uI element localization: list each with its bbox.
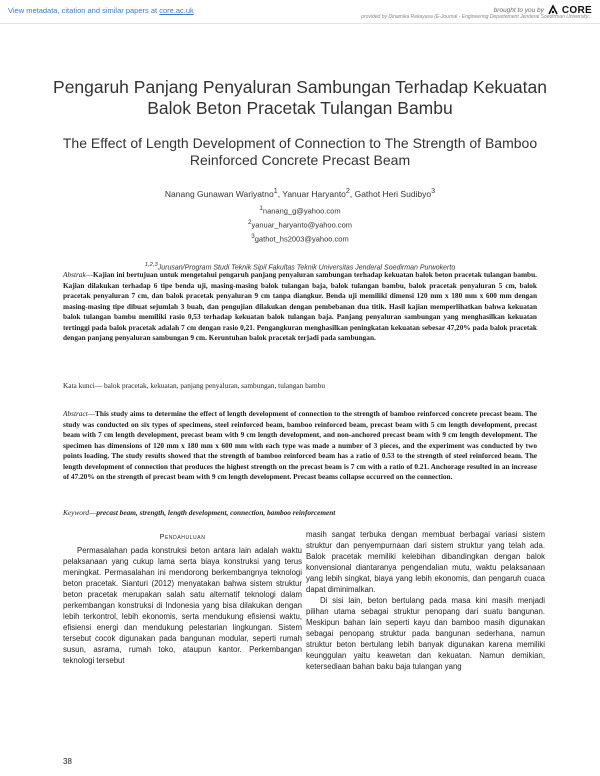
abstract-label: Abstract: [63, 409, 88, 418]
email-sup: 3: [251, 233, 255, 240]
abstrak-text: Kajian ini bertujuan untuk mengetahui pengaruh panjang penyaluran sambungan terhadap kekuatan balok beton pracetak tulangan bambu. Kajian dilakukan terhadap 6 tipe benda uji, masing-masing balok tulangan baja, balok tulangan bambu, balok pracetak penyaluran 5 cm, balok pracetak penyaluran 7 cm, dan balok pracetak penyaluran 9 cm tanpa diangkur. Benda uji memiliki dimensi 120 mm x 180 mm x 600 mm dengan masing-masing tipe dibuat sejumlah 3 buah, dan pengujian dilakukan dengan pembebanan dua titik. Hasil kajian memperlihatkan bahwa kekuatan balok tulangan bambu memiliki rasio 0,53 terhadap kekuatan balok tulangan baja. Panjang penyaluran sambungan yang menghasilkan kekuatan tertinggi pada balok pracetak adalah 7 cm dengan rasio 0,21. Pengangkuran menghasilkan peningkatan kekuatan sebesar 47,20% pada balok pracetak dengan panjang penyaluran sambungan 9 cm. Keruntuhan balok pracetak terjadi pada sambungan.: [63, 270, 537, 342]
abstract-english: Abstract—This study aims to determine the effect of length development of connection to the strength of bamboo reinforced concrete precast beam. The study was conducted on six types of specimens, steel reinforced beam, bamboo reinforced beam, precast beam with 5 cm length development, precast beam with 7 cm length development, precast beam with 9 cm length development, and non-anchored precast beam with 9 cm length development. The specimen has dimensions of 120 mm x 180 mm x 600 mm with each type was made a number of 3 pieces, and the experiment was conducted by two points loading. The study results showed that the strength of bamboo reinforced beam has a ratio of 0.53 to the strength of steel reinforced beam. The length development of connection that produces the highest strength on the precast beam is 7 cm with a ratio of 0.21. Anchorage resulted in an increase of 47.20% on the strength of precast beam with 9 cm length development. Precast beams collapse occurred on the connection.: [63, 409, 537, 481]
abstract-indonesian: Abstrak—Kajian ini bertujuan untuk mengetahui pengaruh panjang penyaluran sambungan terhadap kekuatan balok beton pracetak tulangan bambu. Kajian dilakukan terhadap 6 tipe benda uji, masing-masing balok tulangan baja, balok tulangan bambu, balok pracetak penyaluran 5 cm, balok pracetak penyaluran 7 cm, dan balok pracetak penyaluran 9 cm tanpa diangkur. Benda uji memiliki dimensi 120 mm x 180 mm x 600 mm dengan masing-masing tipe dibuat sejumlah 3 buah, dan pengujian dilakukan dengan pembebanan dua titik. Hasil kajian memperlihatkan bahwa kekuatan balok tulangan bambu memiliki rasio 0,53 terhadap kekuatan balok tulangan baja. Panjang penyaluran sambungan yang menghasilkan kekuatan tertinggi pada balok pracetak adalah 7 cm dengan rasio 0,21. Pengangkuran menghasilkan peningkatan kekuatan sebesar 47,20% pada balok pracetak dengan panjang penyaluran sambungan 9 cm. Keruntuhan balok pracetak terjadi pada sambungan.: [63, 270, 537, 342]
core-logo-text: CORE: [561, 4, 592, 16]
body-paragraph: Permasalahan pada konstruksi beton antara lain adalah waktu pelaksanaan yang cukup lama serta biaya konstruksi yang terus meningkat. Permasalahan ini mendorong berkembangnya teknologi beton pracetak. Sianturi (2012) menyatakan bahwa sistem struktur beton pracetak merupakan salah satu alternatif teknologi dalam perkembangan konstruksi di Indonesia yang bisa dilakukan dengan lebih terkontrol, lebih ekonomis, serta mendukung efisiensi waktu, efisiensi energi dan mendukung pelestarian lingkungan. Sistem tersebut cocok digunakan pada bangunan modular, seperti rumah susun, asrama, rumah toko, ataupun kantor. Perkembangan teknologi tersebut: [63, 546, 302, 665]
kata-kunci-text: balok pracetak, kekuatan, panjang penyaluran, sambungan, tulangan bambu: [103, 381, 325, 390]
author-name: Nanang Gunawan Wariyatno: [164, 188, 274, 199]
author-sup: 3: [431, 187, 436, 195]
author-emails: [30, 203, 570, 245]
abstrak-label: Abstrak: [63, 270, 86, 279]
author-email: gathot_hs2003@yahoo.com: [254, 234, 349, 244]
title-english: The Effect of Length Development of Connection to The Strength of Bamboo Reinforced Concrete Precast Beam: [62, 135, 538, 168]
author-name: Gathot Heri Sudibyo: [354, 188, 432, 199]
keywords-indonesian: Kata kunci— balok pracetak, kekuatan, panjang penyaluran, sambungan, tulangan bambu: [63, 381, 325, 390]
right-column: [306, 529, 545, 672]
affiliation-text: Jurusan/Program Studi Teknik Sipil Fakultas Teknik Universitas Jenderal Soedirman Purwokerto: [157, 264, 456, 272]
body-paragraph: masih sangat terbuka dengan membuat berbagai variasi sistem struktur dan penyempurnaan dari sistem struktur yang telah ada. Balok pracetak memiliki kelebihan dibandingkan dengan balok konvensional diantaranya pengendalian mutu, waktu pelaksanaan yang lebih singkat, biaya yang lebih ekonomis, dan pengaruh cuaca dapat diminimalkan.: [306, 530, 545, 594]
keywords-english: Keyword—precast beam, strength, length development, connection, bamboo reinforcement: [63, 508, 336, 517]
provided-by-text: provided by Dinamika Rekayasa (E-Journal - Engineering Departement Jenderal Soedirman University...: [361, 14, 592, 20]
brought-by-text: brought to you by: [493, 6, 544, 14]
keywords-label: Keyword: [63, 508, 90, 517]
left-column: [63, 529, 302, 666]
section-heading: Pendahuluan: [159, 532, 206, 541]
affiliation-sup: 1,2,3: [144, 262, 158, 268]
author-email: nanang_g@yahoo.com: [262, 206, 341, 216]
core-top-banner: [0, 0, 600, 24]
kata-kunci-label: Kata kunci: [63, 381, 95, 390]
abstract-text: This study aims to determine the effect of length development of connection to the strength of bamboo reinforced concrete precast beam. The study was conducted on six types of specimens, steel reinforced beam, bamboo reinforced beam, precast beam with 5 cm length development, precast beam with 7 cm length development, precast beam with 9 cm length development, and non-anchored precast beam with 9 cm length development. The specimen has dimensions of 120 mm x 180 mm x 600 mm with each type was made a number of 3 pieces, and the experiment was conducted by two points loading. The study results showed that the strength of bamboo reinforced beam has a ratio of 0.53 to the strength of steel reinforced beam. The length development of connection that produces the highest strength on the precast beam is 7 cm with a ratio of 0.21. Anchorage resulted in an increase of 47.20% on the strength of precast beam with 9 cm length development. Precast beams collapse occurred on the connection.: [63, 409, 537, 481]
core-link[interactable]: core.ac.uk: [159, 6, 194, 15]
keywords-text: precast beam, strength, length development, connection, bamboo reinforcement: [96, 508, 336, 517]
metadata-text: View metadata, citation and similar papers at: [8, 6, 160, 15]
author-email: yanuar_haryanto@yahoo.com: [251, 220, 353, 230]
title-indonesian: Pengaruh Panjang Penyaluran Sambungan Terhadap Kekuatan Balok Beton Pracetak Tulangan Bambu: [53, 77, 547, 118]
email-sup: 1: [259, 205, 263, 212]
author-sup: 1: [273, 187, 278, 195]
body-paragraph: Di sisi lain, beton bertulang pada masa kini masih menjadi pilihan utama sebagai struktur penopang dari suatu bangunan. Meskipun bahan lain seperti kayu dan bamboo masih digunakan sebagai penopang struktur pada bangunan sederhana, namun struktur beton bertulang lebih banyak digunakan karena memiliki keunggulan yaitu keawetan dan kekuatan. Namun demikian, ketersediaan bahan baku baja tulangan yang: [306, 596, 545, 671]
author-sup: 2: [345, 187, 350, 195]
author-list: Nanang Gunawan Wariyatno$^1$, Yanuar Haryanto$^2$, Gathot Heri Sudibyo$^3$: [164, 187, 436, 199]
page-number: 38: [63, 757, 72, 766]
author-name: Yanuar Haryanto: [282, 188, 346, 199]
paper-page: [0, 24, 600, 776]
email-sup: 2: [247, 219, 252, 226]
